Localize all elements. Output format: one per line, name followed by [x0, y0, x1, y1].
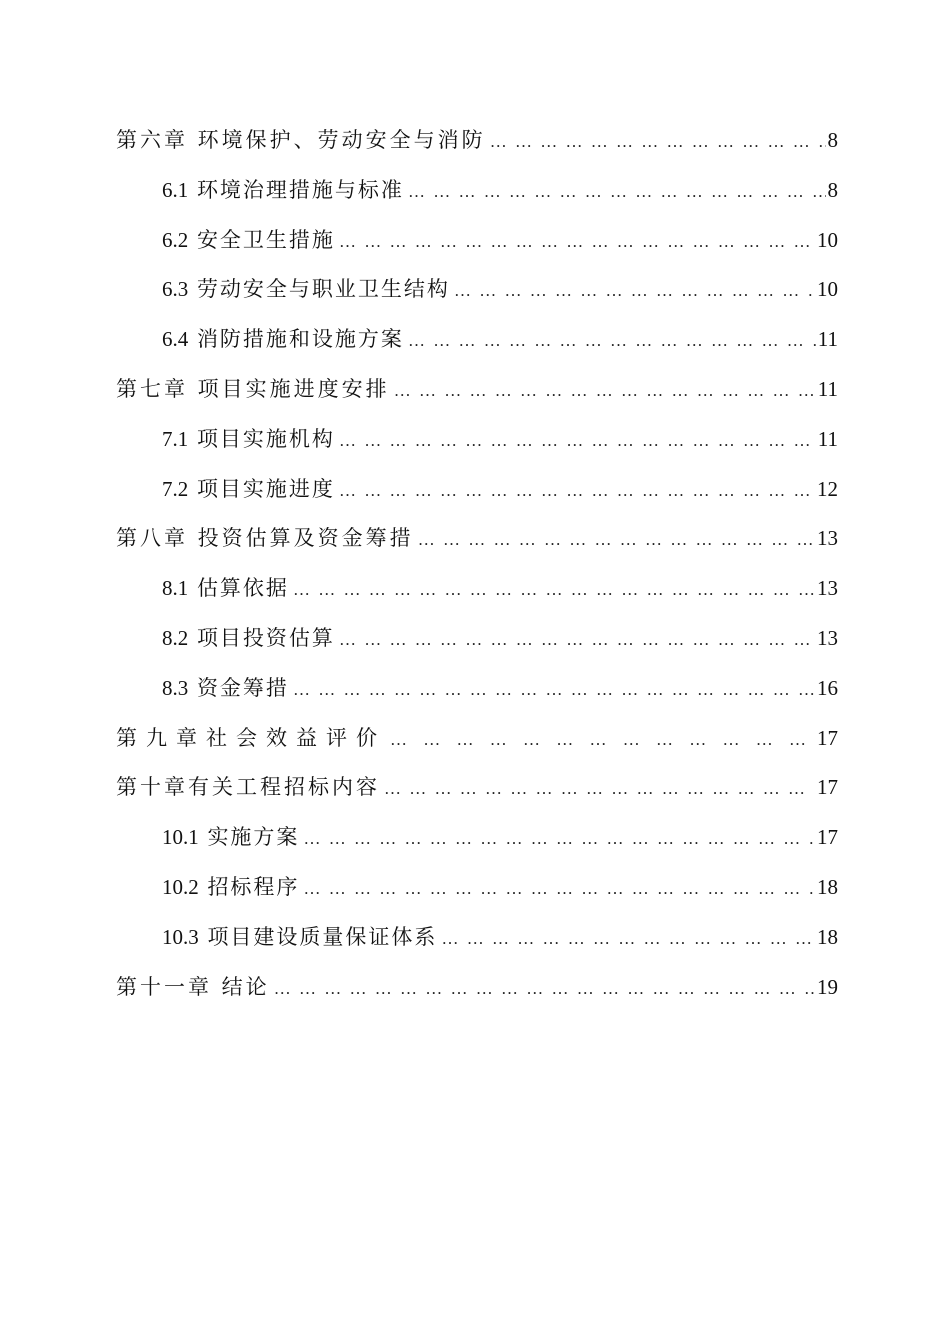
toc-dot-leader: [274, 979, 815, 999]
toc-section-6-3[interactable]: [116, 273, 838, 323]
toc-dot-leader: [339, 481, 815, 501]
toc-dot-leader: [293, 580, 815, 600]
toc-entry-title: 项目建设质量保证体系: [207, 924, 438, 949]
table-of-contents: [116, 124, 838, 1020]
toc-section-10-3[interactable]: [116, 921, 838, 971]
toc-page-number: 17: [817, 725, 838, 750]
toc-dot-leader: [339, 431, 816, 451]
toc-section-number: 10.1: [162, 825, 199, 850]
toc-chapter-10[interactable]: [116, 771, 838, 821]
toc-entry-title: 招标程序: [207, 874, 300, 899]
toc-section-number: 8.3: [162, 675, 189, 700]
toc-entry-title: 第十一章 结论: [116, 974, 270, 999]
toc-page-number: 11: [817, 376, 838, 401]
toc-page-number: 17: [817, 775, 838, 800]
toc-entry-title: 项目实施进度: [196, 476, 335, 501]
toc-dot-leader: [490, 132, 826, 152]
toc-entry-title: 项目实施机构: [196, 426, 335, 451]
toc-section-8-2[interactable]: [116, 622, 838, 672]
toc-section-7-1[interactable]: [116, 423, 838, 473]
toc-dot-leader: [394, 381, 816, 401]
toc-entry-title: 估算依据: [196, 576, 289, 601]
toc-dot-leader: [339, 232, 815, 252]
toc-page-number: 13: [817, 526, 838, 551]
toc-dot-leader: [293, 680, 815, 700]
toc-section-number: 7.1: [162, 426, 189, 451]
toc-page-number: 10: [817, 277, 838, 302]
toc-section-number: 6.3: [162, 277, 189, 302]
toc-section-number: 6.2: [162, 227, 189, 252]
toc-entry-title: 第七章 项目实施进度安排: [116, 376, 390, 401]
toc-dot-leader: [454, 281, 815, 301]
toc-dot-leader: [418, 530, 815, 550]
toc-page-number: 11: [817, 327, 838, 352]
toc-section-number: 6.4: [162, 327, 189, 352]
toc-page-number: 18: [817, 874, 838, 899]
toc-section-8-1[interactable]: [116, 572, 838, 622]
toc-section-10-1[interactable]: [116, 821, 838, 871]
toc-entry-title: 安全卫生措施: [196, 227, 335, 252]
toc-section-7-2[interactable]: [116, 473, 838, 523]
toc-section-6-2[interactable]: [116, 224, 838, 274]
toc-entry-title: 消防措施和设施方案: [196, 327, 404, 352]
toc-page-number: 13: [817, 576, 838, 601]
toc-section-6-4[interactable]: [116, 323, 838, 373]
toc-section-number: 8.1: [162, 576, 189, 601]
toc-entry-title: 实施方案: [207, 825, 300, 850]
toc-page-number: 11: [817, 426, 838, 451]
toc-section-number: 8.2: [162, 625, 189, 650]
toc-entry-title: 第十章有关工程招标内容: [116, 775, 380, 800]
toc-page-number: 8: [827, 177, 838, 202]
toc-section-10-2[interactable]: [116, 871, 838, 921]
toc-dot-leader: [339, 630, 815, 650]
toc-entry-title: 环境治理措施与标准: [196, 177, 404, 202]
toc-page-number: 19: [817, 974, 838, 999]
toc-section-6-1[interactable]: [116, 174, 838, 224]
toc-entry-title: 第六章 环境保护、劳动安全与消防: [116, 128, 486, 152]
toc-chapter-11[interactable]: [116, 971, 838, 1021]
toc-chapter-6[interactable]: [116, 124, 838, 174]
toc-section-number: 7.2: [162, 476, 189, 501]
toc-page-number: 8: [827, 128, 838, 152]
toc-page-number: 18: [817, 924, 838, 949]
toc-section-number: 6.1: [162, 177, 189, 202]
toc-section-number: 10.2: [162, 874, 199, 899]
toc-entry-title: 资金筹措: [196, 675, 289, 700]
toc-dot-leader: [408, 331, 816, 351]
toc-page-number: 13: [817, 625, 838, 650]
toc-dot-leader: [408, 182, 826, 202]
toc-entry-title: 劳动安全与职业卫生结构: [196, 277, 450, 302]
toc-page-number: 17: [817, 825, 838, 850]
toc-entry-title: 第九章社会效益评价: [116, 725, 386, 750]
toc-page-number: 12: [817, 476, 838, 501]
toc-page-number: 16: [817, 675, 838, 700]
toc-chapter-7[interactable]: [116, 373, 838, 423]
toc-section-8-3[interactable]: [116, 672, 838, 722]
toc-section-number: 10.3: [162, 924, 199, 949]
toc-chapter-9[interactable]: [116, 722, 838, 772]
toc-dot-leader: [390, 730, 815, 750]
toc-dot-leader: [384, 779, 815, 799]
toc-entry-title: 第八章 投资估算及资金筹措: [116, 526, 414, 551]
toc-chapter-8[interactable]: [116, 522, 838, 572]
toc-page-number: 10: [817, 227, 838, 252]
toc-entry-title: 项目投资估算: [196, 625, 335, 650]
toc-dot-leader: [441, 929, 815, 949]
toc-dot-leader: [303, 829, 815, 849]
toc-dot-leader: [303, 879, 815, 899]
